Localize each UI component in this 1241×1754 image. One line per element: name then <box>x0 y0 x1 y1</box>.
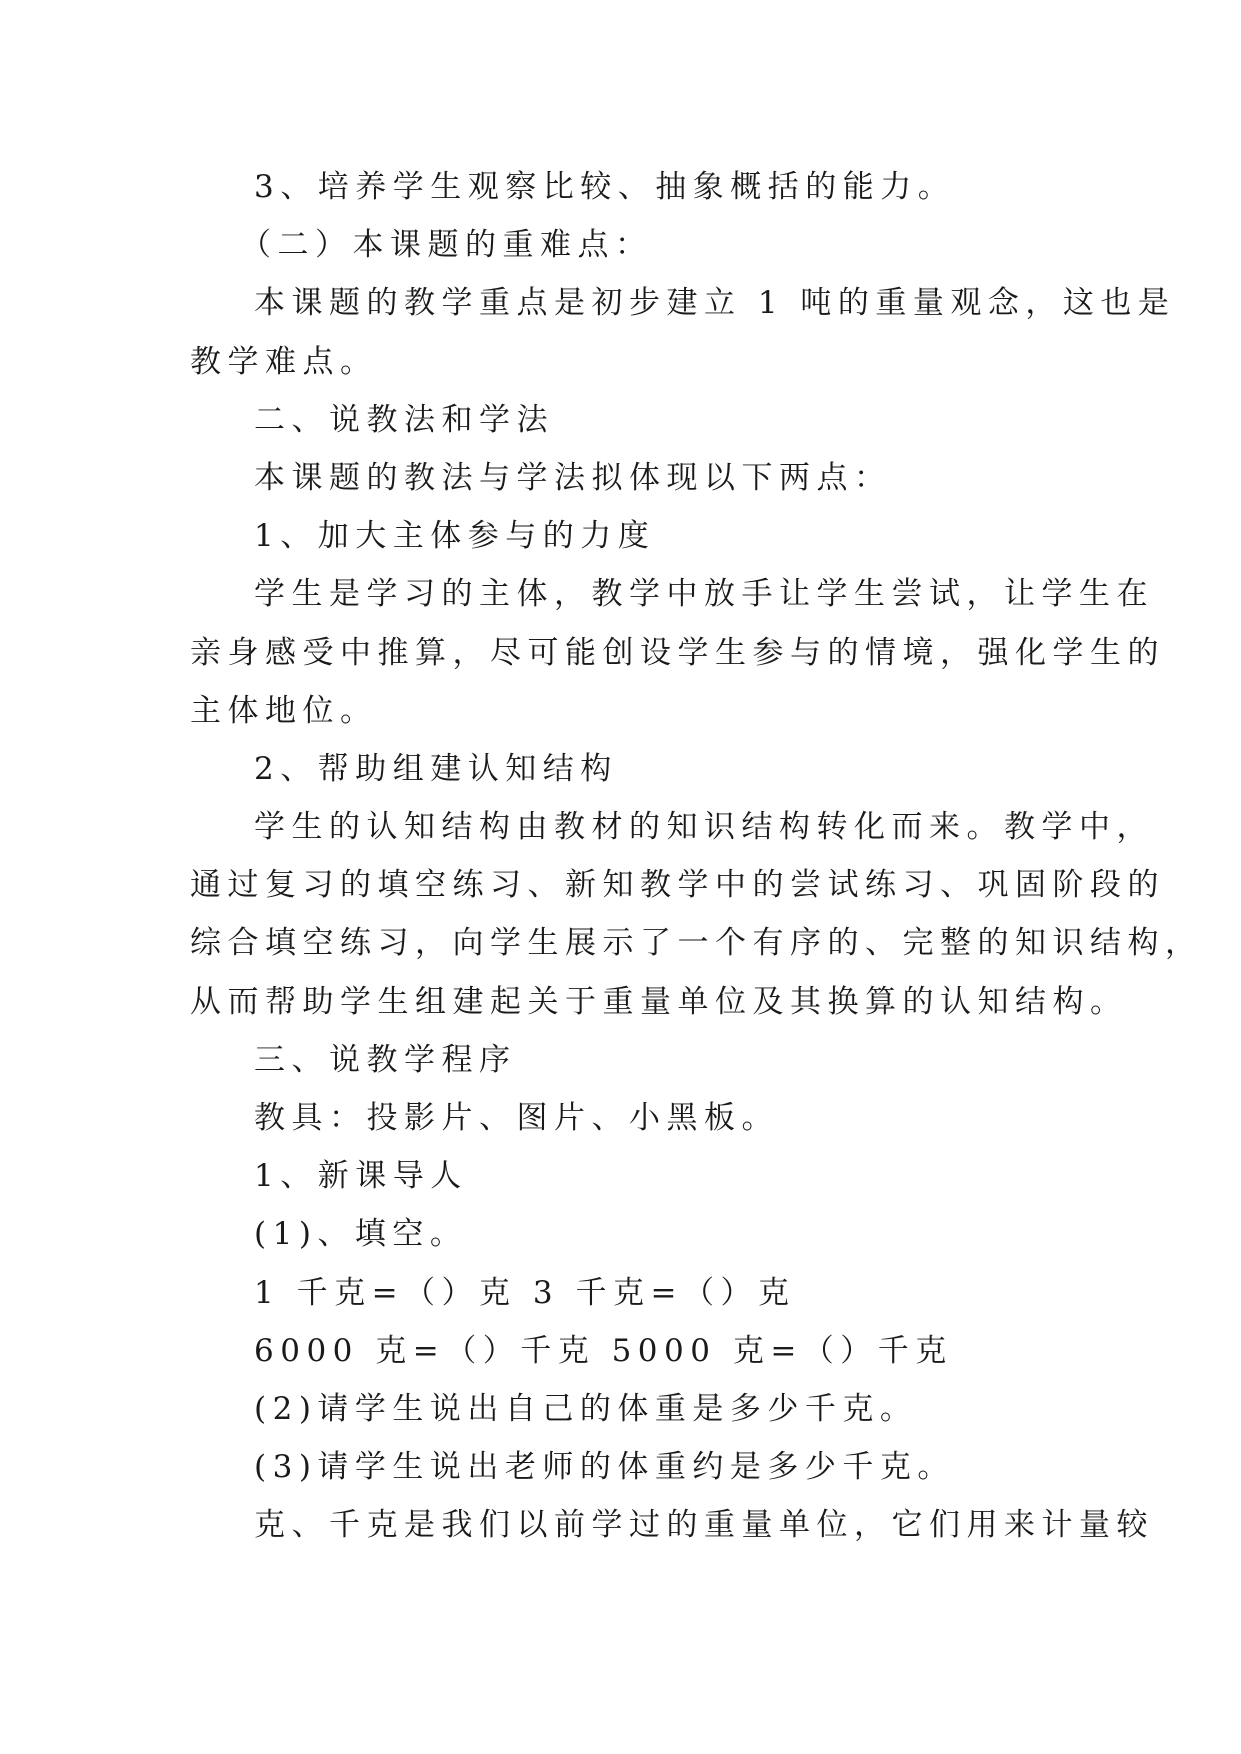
subsection-heading: 2、帮助组建认知结构 <box>254 750 618 787</box>
list-item: (3)请学生说出老师的体重约是多少千克。 <box>254 1449 955 1486</box>
exercise-line: 6000 克=（）千克 5000 克=（）千克 <box>254 1332 953 1369</box>
paragraph-line: 克、千克是我们以前学过的重量单位，它们用来计量较 <box>254 1507 1154 1544</box>
document-body <box>190 158 1203 1555</box>
section-heading: 二、说教法和学法 <box>254 401 554 438</box>
subsection-heading: 1、加大主体参与的力度 <box>254 518 656 555</box>
paragraph-line: 主体地位。 <box>190 692 378 729</box>
paragraph-line: 学生是学习的主体，教学中放手让学生尝试，让学生在 <box>254 576 1154 613</box>
paragraph-line: 从而帮助学生组建起关于重量单位及其换算的认知结构。 <box>190 983 1128 1020</box>
section-heading: （二）本课题的重难点： <box>240 227 653 264</box>
paragraph-line: 教学难点。 <box>190 343 378 380</box>
paragraph-line: 教具：投影片、图片、小黑板。 <box>254 1100 779 1136</box>
paragraph-line: 通过复习的填空练习、新知教学中的尝试练习、巩固阶段的 <box>190 867 1165 904</box>
paragraph-line: 本课题的教法与学法拟体现以下两点： <box>254 459 892 496</box>
subsection-heading: 1、新课导人 <box>254 1158 468 1195</box>
list-item: (1)、填空。 <box>254 1216 468 1253</box>
section-heading: 三、说教学程序 <box>254 1041 517 1078</box>
paragraph-line: 学生的认知结构由教材的知识结构转化而来。教学中， <box>254 809 1154 846</box>
exercise-line: 1 千克=（）克 3 千克=（）克 <box>254 1274 796 1311</box>
paragraph-line: 本课题的教学重点是初步建立 1 吨的重量观念，这也是 <box>254 285 1176 322</box>
list-item: (2)请学生说出自己的体重是多少千克。 <box>254 1390 918 1427</box>
paragraph-line: 3、培养学生观察比较、抽象概括的能力。 <box>254 169 956 205</box>
paragraph-line: 综合填空练习，向学生展示了一个有序的、完整的知识结构， <box>190 925 1203 962</box>
paragraph-line: 亲身感受中推算，尽可能创设学生参与的情境，强化学生的 <box>190 634 1165 671</box>
